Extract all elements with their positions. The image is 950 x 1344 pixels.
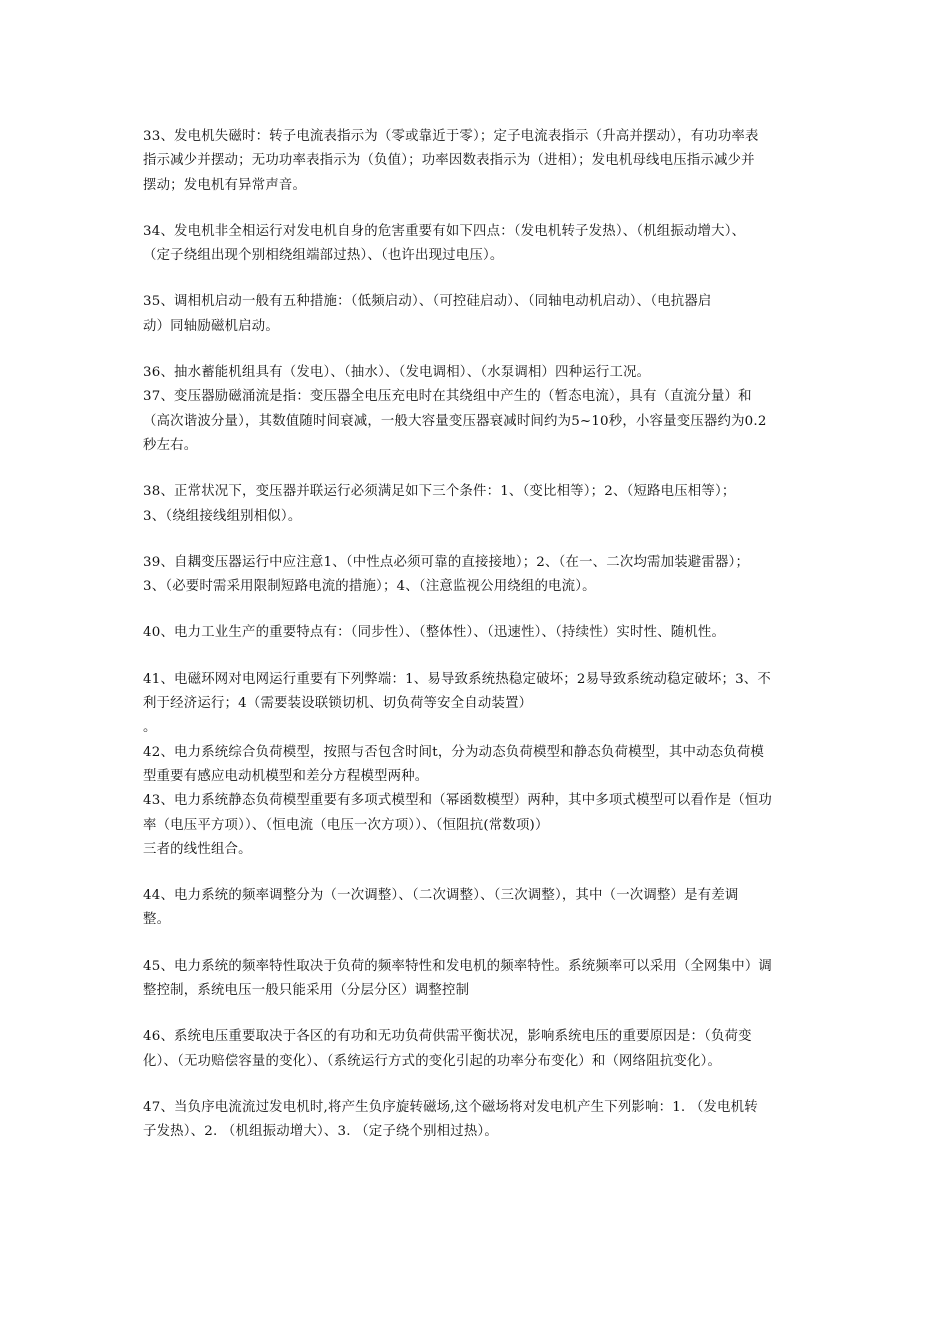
text-line: 。 — [143, 720, 157, 736]
item-36 — [143, 361, 811, 385]
item-40 — [143, 621, 811, 645]
item-34 — [143, 220, 811, 269]
text-line: 35、调相机启动一般有五种措施：（低频启动）、（可控硅启动）、（同轴电动机启动）、（电抗器启 — [143, 294, 712, 310]
text-line: 44、电力系统的频率调整分为（一次调整）、（二次调整）、（三次调整），其中（一次调整）是有差调 — [143, 888, 739, 904]
text-line: 整。 — [143, 912, 171, 928]
text-line: 化）、（无功赔偿容量的变化）、（系统运行方式的变化引起的功率分布变化）和（网络阻抗变化）。 — [143, 1053, 722, 1069]
text-line: 动）同轴励磁机启动。 — [143, 318, 279, 334]
item-44 — [143, 884, 811, 933]
text-line: 47、当负序电流流过发电机时,将产生负序旋转磁场,这个磁场将对发电机产生下列影响：1. （发电机转 — [143, 1099, 758, 1115]
item-38 — [143, 480, 811, 529]
document-body — [143, 125, 811, 1145]
item-47 — [143, 1096, 811, 1145]
paragraph-spacer — [143, 933, 811, 955]
text-line: 33、发电机失磁时：转子电流表指示为（零或靠近于零）；定子电流表指示（升高并摆动），有功功率表 — [143, 129, 759, 144]
text-line: 34、发电机非全相运行对发电机自身的危害重要有如下四点：（发电机转子发热）、（机组振动增大）、 — [143, 223, 746, 239]
item-35 — [143, 290, 811, 339]
text-line: 46、系统电压重要取决于各区的有功和无功负荷供需平衡状况，影响系统电压的重要原因是：（负荷变 — [143, 1029, 752, 1045]
text-line: 利于经济运行；4（需要装设联锁切机、切负荷等安全自动装置） — [143, 696, 533, 712]
text-line: 秒左右。 — [143, 437, 198, 453]
item-37 — [143, 385, 811, 458]
paragraph-spacer — [143, 1003, 811, 1025]
text-line: （高次谐波分量），其数值随时间衰减，一般大容量变压器衰减时间约为5~10秒，小容量变压器约为0.2 — [143, 413, 767, 429]
paragraph-spacer — [143, 529, 811, 551]
text-line: 指示减少并摆动；无功功率表指示为（负值）；功率因数表指示为（进相）；发电机母线电压指示减少并 — [143, 153, 755, 169]
paragraph-spacer — [143, 339, 811, 361]
text-line: 3、（必要时需采用限制短路电流的措施）；4、（注意监视公用绕组的电流）。 — [143, 579, 596, 595]
text-line: 45、电力系统的频率特性取决于负荷的频率特性和发电机的频率特性。系统频率可以采用（全网集中）调 — [143, 958, 773, 974]
text-line: 41、电磁环网对电网运行重要有下列弊端：1、易导致系统热稳定破坏；2易导致系统动稳定破坏；3、不 — [143, 671, 771, 687]
text-line: 36、抽水蓄能机组具有（发电）、（抽水）、（发电调相）、（水泵调相）四种运行工况。 — [143, 365, 651, 381]
item-33 — [143, 125, 811, 198]
item-46 — [143, 1025, 811, 1074]
text-line: 39、自耦变压器运行中应注意1、（中性点必须可靠的直接接地）；2、（在一、二次均需加装避雷器）； — [143, 554, 750, 570]
text-line: 43、电力系统静态负荷模型重要有多项式模型和（幂函数模型）两种，其中多项式模型可以看作是（恒功 — [143, 793, 773, 809]
paragraph-spacer — [143, 599, 811, 621]
paragraph-spacer — [143, 198, 811, 220]
item-42 — [143, 741, 811, 790]
text-line: 42、电力系统综合负荷模型，按照与否包含时间t，分为动态负荷模型和静态负荷模型，其中动态负荷模 — [143, 744, 765, 760]
paragraph-spacer — [143, 458, 811, 480]
text-line: （定子绕组出现个别相绕组端部过热）、（也许出现过电压）。 — [143, 248, 504, 264]
text-line: 3、（绕组接线组别相似）。 — [143, 508, 302, 524]
text-line: 40、电力工业生产的重要特点有：（同步性）、（整体性）、（迅速性）、（持续性）实时性、随机性。 — [143, 625, 726, 641]
item-43 — [143, 789, 811, 862]
text-line: 子发热）、2. （机组振动增大）、3. （定子绕个别相过热）。 — [143, 1124, 498, 1140]
paragraph-spacer — [143, 268, 811, 290]
text-line: 摆动；发电机有异常声音。 — [143, 177, 307, 193]
text-line: 38、正常状况下，变压器并联运行必须满足如下三个条件：1、（变比相等）；2、（短路电压相等）； — [143, 484, 736, 500]
text-line: 37、变压器励磁涌流是指：变压器全电压充电时在其绕组中产生的（暂态电流），具有（直流分量）和 — [143, 389, 752, 405]
text-line: 率（电压平方项））、（恒电流（电压一次方项））、（恒阻抗(常数项)） — [143, 817, 549, 833]
text-line: 三者的线性组合。 — [143, 841, 252, 857]
item-45 — [143, 955, 811, 1004]
text-line: 整控制，系统电压一般只能采用（分层分区）调整控制 — [143, 983, 470, 999]
item-41 — [143, 668, 811, 741]
text-line: 型重要有感应电动机模型和差分方程模型两种。 — [143, 768, 429, 784]
item-39 — [143, 551, 811, 600]
paragraph-spacer — [143, 1074, 811, 1096]
paragraph-spacer — [143, 862, 811, 884]
paragraph-spacer — [143, 646, 811, 668]
